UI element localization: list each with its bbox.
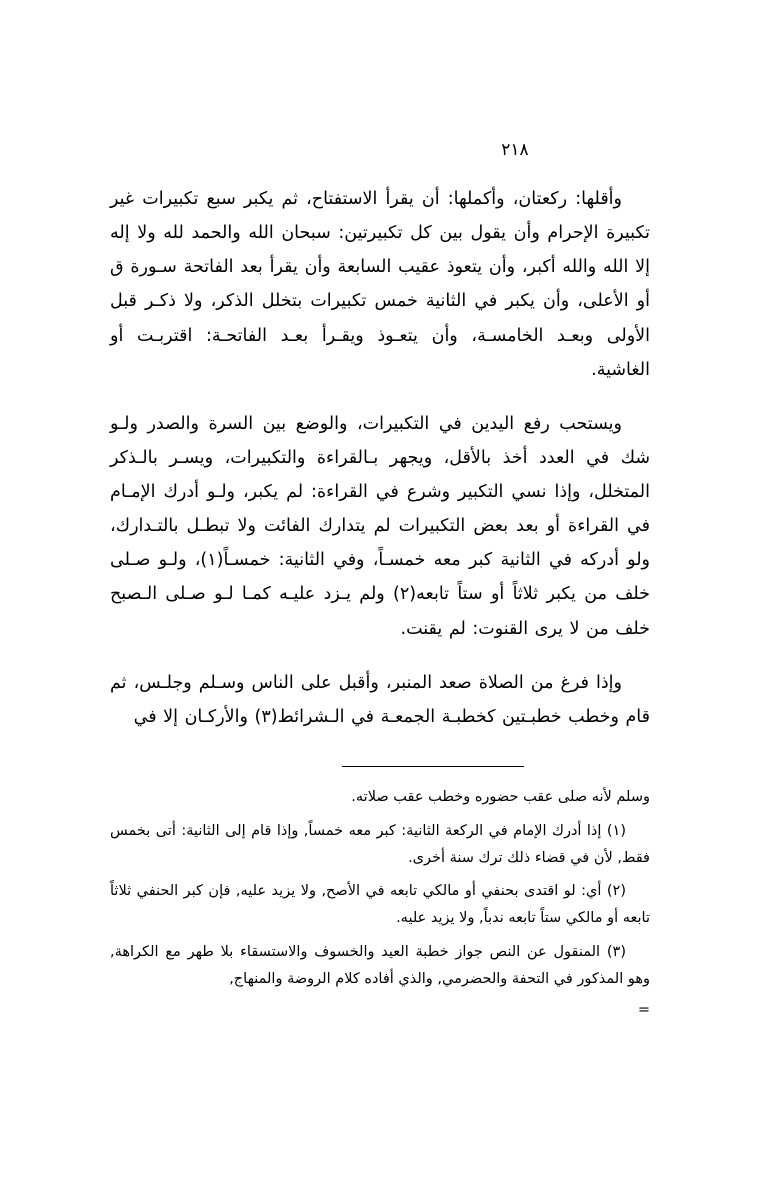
- footnote-continuation: وسلم لأنه صلى عقب حضوره وخطب عقب صلاته.: [351, 789, 650, 805]
- footnote-item-1: (١) إذا أدرك الإمام في الركعة الثانية: كبر معه خمساً, وإذا قام إلى الثانية: أتى بخمس فقط, لأن في قضاء ذلك ترك سنة أخرى.: [110, 822, 650, 866]
- body-paragraph-3: وإذا فرغ من الصلاة صعد المنبر، وأقبل على الناس وسـلم وجلـس، ثم قام وخطب خطبـتين كخطبـة الجمعـة في الـشرائط(٣) والأركـان إلا في: [110, 672, 650, 727]
- page-number-value: ٢١٨: [501, 140, 529, 160]
- main-text-block: [110, 182, 650, 754]
- body-paragraph-1: وأقلها: ركعتان، وأكملها: أن يقرأ الاستفتاح، ثم يكبر سبع تكبيرات غير تكبيرة الإحرام وأن يقول بين كل تكبيرتين: سبحان الله والحمد لله ولا إله إلا الله والله أكبر، وأن يتعوذ عقيب السابعة وأن يقرأ بعد الفاتحة سـورة ق أو الأعلى، وأن يكبر في الثانية خمس تكبيرات بتخلل الذكر، ولا ذكـر قبل الأولى وبعـد الخامسـة، وأن يتعـوذ ويقـرأ بعـد الفاتحـة: اقتربـت أو الغاشية.: [110, 189, 650, 380]
- footnote-separator-rule: [342, 766, 524, 767]
- footnote-item-2: (٢) أي: لو اقتدى بحنفي أو مالكي تابعه في الأصح, ولا يزيد عليه, فإن كبر الحنفي ثلاثاً تابعه أو مالكي ستاً تابعه ندباً, ولا يزيد عليه.: [110, 883, 650, 927]
- footnote-block: [110, 784, 650, 1020]
- footnote-item-3: (٣) المنقول عن النص جواز خطبة العيد والخسوف والاستسقاء بلا طهر مع الكراهة, وهو المذكور في التحفة والحضرمي, والذي أفاده كلام الروضة والمنهاج,: [110, 944, 650, 987]
- page-number: [0, 140, 760, 160]
- footnote-continued-marker: =: [637, 1001, 650, 1018]
- body-paragraph-2: ويستحب رفع اليدين في التكبيرات، والوضع بين السرة والصدر ولـو شك في العدد أخذ بالأقل، ويجهر بـالقراءة والتكبيرات، ويسـر بالـذكر المتخلل، وإذا نسي التكبير وشرع في القراءة: لم يكبر، ولـو أدرك الإمـام في القراءة أو بعد بعض التكبيرات لم يتدارك الفائت ولا تبطـل بالتـدارك، ولو أدركه في الثانية كبر معه خمسـاً، وفي الثانية: خمسـاً(١)، ولـو صـلى خلف من يكبر ثلاثاً أو ستاً تابعه(٢) ولم يـزد عليـه كمـا لـو صـلى الـصبح خلف من لا يرى القنوت: لم يقنت.: [110, 413, 651, 639]
